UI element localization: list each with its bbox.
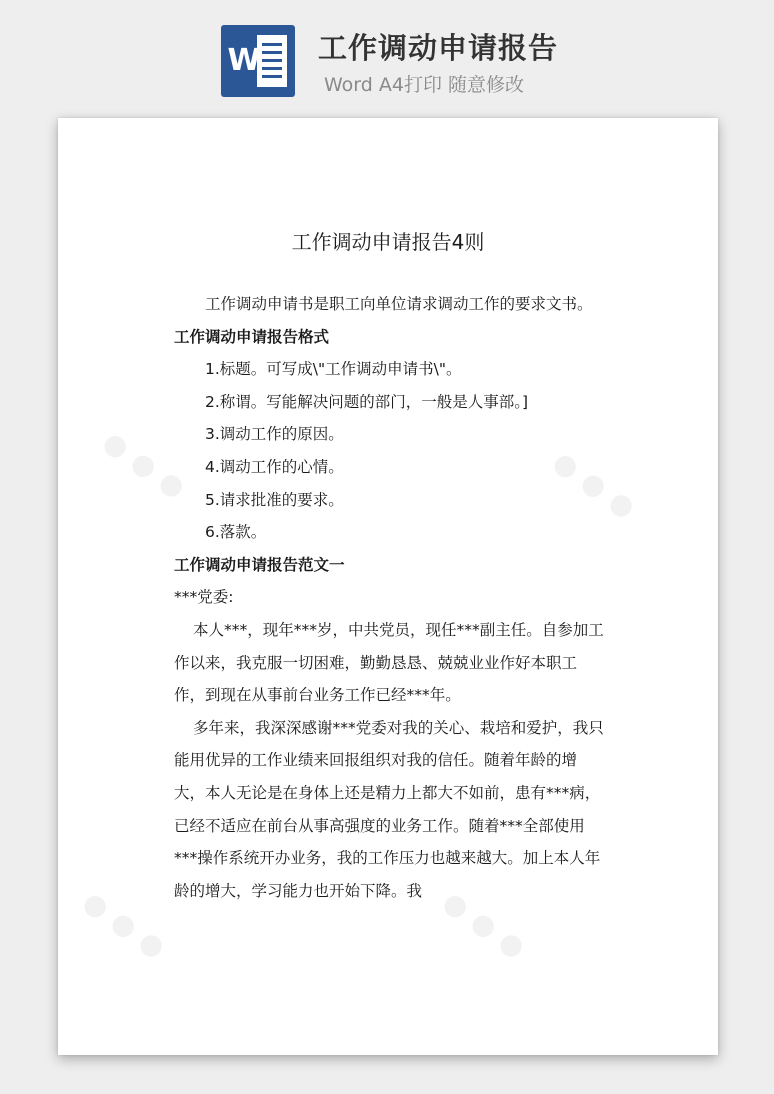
section-heading: 工作调动申请报告格式: [174, 327, 330, 346]
page-header: [0, 0, 774, 118]
list-item: 1.标题。可写成\"工作调动申请书\"。: [205, 360, 462, 379]
watermark-shape: ● ● ●: [96, 424, 192, 505]
document-title: 工作调动申请报告4则: [291, 230, 485, 254]
list-item: 6.落款。: [205, 523, 267, 542]
word-document-icon: [221, 25, 295, 97]
salutation: ***党委:: [174, 588, 234, 607]
watermark-shape: ● ● ●: [436, 884, 532, 965]
body-paragraph: 本人***，现年***岁，中共党员，现任***副主任。自参加工作以来，我克服一切困难，勤勤恳恳、兢兢业业作好本职工作，到现在从事前台业务工作已经***年。: [174, 620, 604, 705]
word-icon-letter: W: [227, 43, 261, 78]
body-paragraph: 多年来，我深深感谢***党委对我的关心、栽培和爱护，我只能用优异的工作业绩来回报组织对我的信任。随着年龄的增大，本人无论是在身体上还是精力上都大不如前，患有***病，已经不适应在前台从事高强度的业务工作。随着***全部使用***操作系统开办业务，我的工作压力也越来越大。加上本人年龄的增大，学习能力也开始下降。我: [174, 718, 604, 900]
intro-paragraph: 工作调动申请书是职工向单位请求调动工作的要求文书。: [205, 295, 593, 313]
list-item: 3.调动工作的原因。: [205, 425, 344, 444]
list-item: 2.称谓。写能解决问题的部门，一般是人事部。]: [205, 392, 529, 411]
watermark-shape: ● ● ●: [546, 444, 642, 525]
header-title: 工作调动申请报告: [318, 31, 559, 65]
list-item: 4.调动工作的心情。: [205, 457, 344, 476]
list-item: 5.请求批准的要求。: [205, 490, 344, 509]
document-body: [174, 288, 604, 907]
section-heading: 工作调动申请报告范文一: [174, 555, 345, 574]
document-page: [58, 118, 718, 1055]
header-subtitle: Word A4打印 随意修改: [324, 74, 525, 96]
word-icon-page: [257, 35, 287, 87]
watermark-shape: ● ● ●: [76, 884, 172, 965]
